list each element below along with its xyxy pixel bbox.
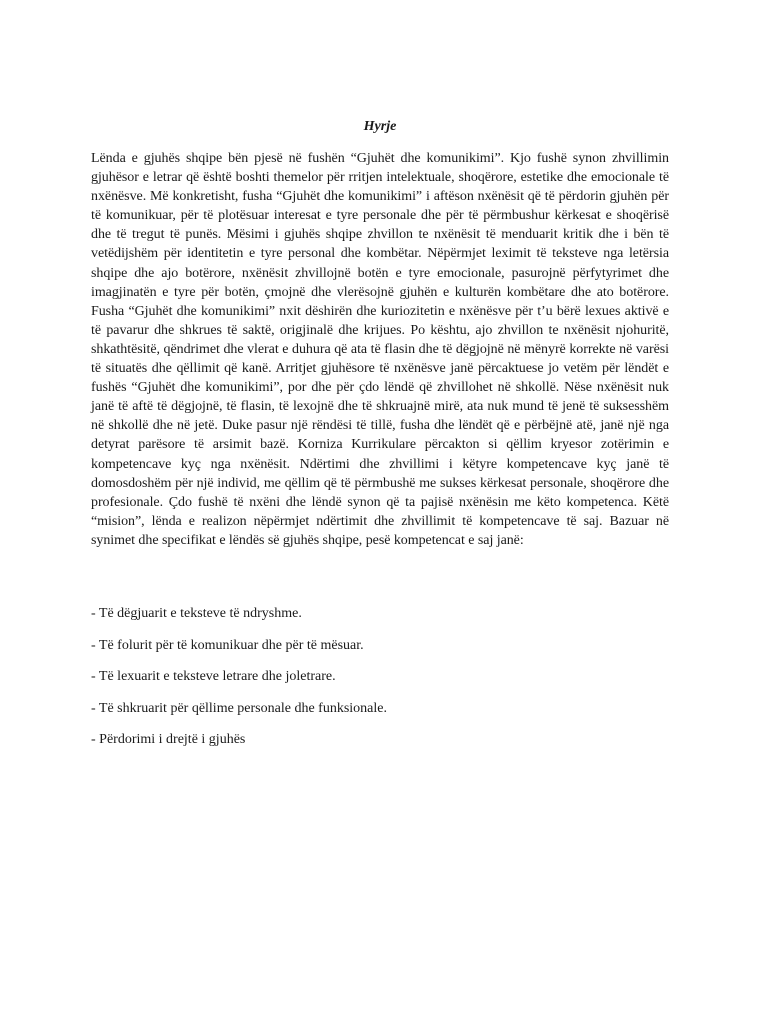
page-title: Hyrje — [363, 119, 397, 134]
list-item: - Të shkruarit për qëllime personale dhe funksionale. — [91, 700, 387, 716]
intro-paragraph: Lënda e gjuhës shqipe bën pjesë në fushën “Gjuhët dhe komunikimi”. Kjo fushë synon zhvillimin gjuhësor e letrar që është boshti themelor për rritjen intelektuale, shoqërore, estetike dhe emocionale të nxënësve. Më konkretisht, fusha “Gjuhët dhe komunikimi” i aftëson nxënësit që të përdorin gjuhën për të komunikuar, për të plotësuar interesat e tyre personale dhe për të përmbushur kërkesat e shoqërisë dhe të tregut të punës. Mësimi i gjuhës shqipe zhvillon te nxënësit të menduarit kritik dhe i bën të vetëdijshëm për identitetin e tyre personal dhe kombëtar. Nëpërmjet leximit të teksteve nga letërsia shqipe dhe ajo botërore, nxënësit zhvillojnë botën e tyre emocionale, pasurojnë përfytyrimet dhe imagjinatën e tyre për botën, çmojnë dhe vlerësojnë gjuhën e kulturën kombëtare dhe ato botërore. Fusha “Gjuhët dhe komunikimi” nxit dëshirën dhe kuriozitetin e nxënësve për t’u bërë lexues aktivë e të pavarur dhe shkrues të saktë, origjinalë dhe krijues. Po kështu, ajo zhvillon te nxënësit njohuritë, shkathtësitë, qëndrimet dhe vlerat e duhura që ata të flasin dhe të dëgjojnë në mënyrë korrekte në varësi të situatës dhe qëllimit që kanë. Arritjet gjuhësore të nxënësve janë përcaktuese jo vetëm për lëndët e fushës “Gjuhët dhe komunikimi”, por dhe për çdo lëndë që zhvillohet në shkollë. Nëse nxënësit nuk janë të aftë të dëgjojnë, të flasin, të lexojnë dhe të shkruajnë mirë, ata nuk mund të jenë të suksesshëm në shkollë dhe në jetë. Duke pasur një rëndësi të tillë, fusha dhe lëndët që e përbëjnë atë, janë një nga detyrat parësore të arsimit bazë. Korniza Kurrikulare përcakton si qëllim kryesor zotërimin e kompetencave kyç nga nxënësit. Ndërtimi dhe zhvillimi i këtyre kompetencave kyç janë të domosdoshëm për një individ, me qëllim që të përmbushë me sukses kërkesat personale, shoqërore dhe profesionale. Çdo fushë të nxëni dhe lëndë synon që ta pajisë nxënësin me këto kompetenca. Këtë “mision”, lënda e realizon nëpërmjet ndërtimit dhe zhvillimit të kompetencave të saj. Bazuar në synimet dhe specifikat e lëndës së gjuhës shqipe, pesë kompetencat e saj janë: — [91, 151, 669, 548]
competencies-list — [91, 604, 669, 762]
list-item: - Të dëgjuarit e teksteve të ndryshme. — [91, 606, 302, 621]
list-item: - Të lexuarit e teksteve letrare dhe joletrare. — [91, 669, 336, 684]
list-item: - Përdorimi i drejtë i gjuhës — [91, 732, 246, 747]
list-item: - Të folurit për të komunikuar dhe për të mësuar. — [91, 637, 364, 653]
